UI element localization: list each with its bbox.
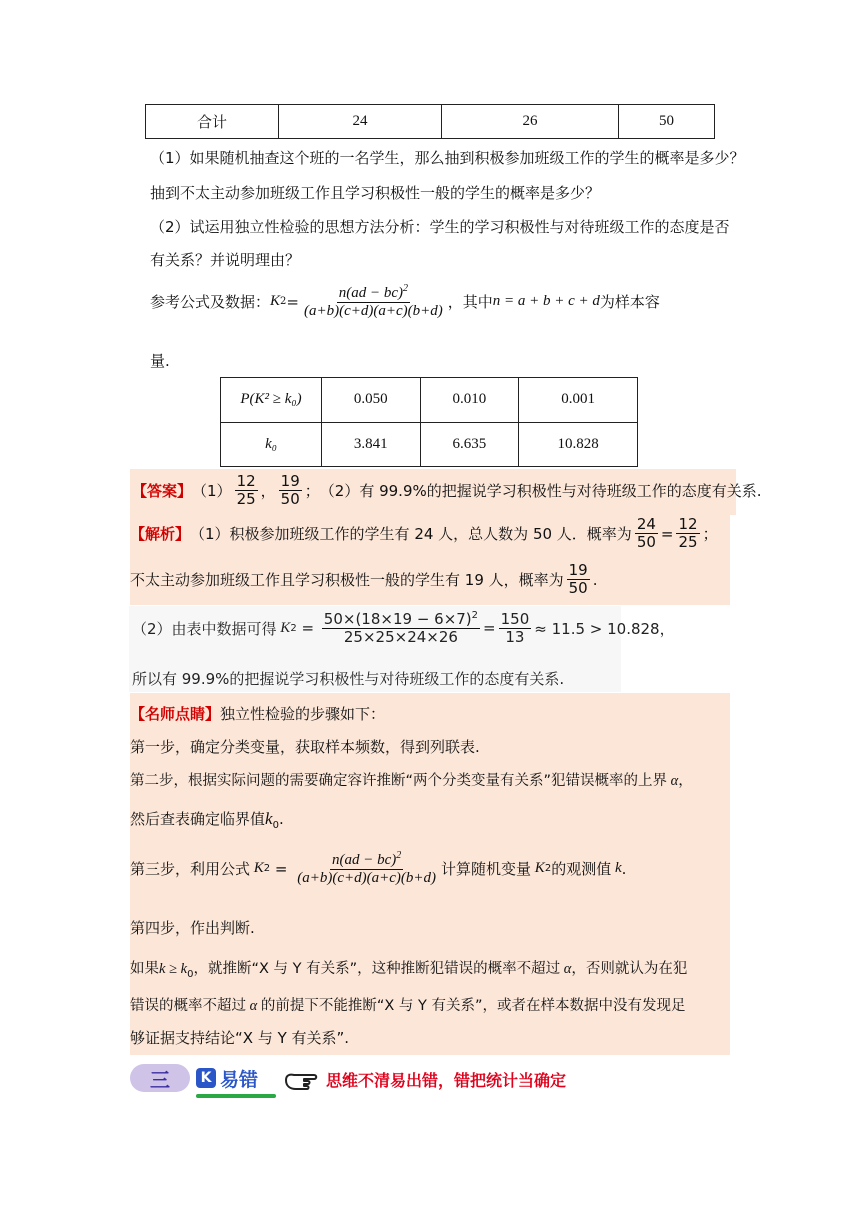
- critical-value-cell: 3.841: [322, 422, 421, 467]
- analysis-fraction-c: $\frac{19}{50}$: [568, 561, 588, 598]
- probability-cell: 0.001: [519, 378, 638, 423]
- reference-last-line: 量.: [150, 352, 170, 370]
- question-2-line-1: （2）试运用独立性检验的思想方法分析：学生的学习积极性与对待班级工作的态度是否: [150, 218, 730, 236]
- analysis-line-1: 【解析】 （1）积极参加班级工作的学生有 24 人，总人数为 50 人．概率为 $\frac{24}{50}$ = $\frac{12}{25}$ ；: [130, 515, 718, 552]
- answer-fraction-2: $\frac{19}{50}$: [280, 472, 300, 509]
- answer-label: 【答案】: [132, 482, 193, 501]
- analysis-line-2: 不太主动参加班级工作且学习积极性一般的学生有 19 人，概率为 $\frac{19}{50}$ .: [130, 561, 598, 598]
- question-1-line-1: （1）如果随机抽查这个班的一名学生，那么抽到积极参加班级工作的学生的概率是多少？: [150, 149, 745, 167]
- tips-judge-3: 够证据支持结论“X 与 Y 有关系”.: [130, 1029, 350, 1047]
- question-1-line-2: 抽到不太主动参加班级工作且学习积极性一般的学生的概率是多少？: [150, 184, 601, 202]
- reference-prefix: 参考公式及数据：: [150, 293, 271, 312]
- analysis-fraction-b: $\frac{12}{25}$: [678, 515, 698, 552]
- answer-separator: ；: [304, 482, 320, 501]
- analysis-text-2: 不太主动参加班级工作且学习积极性一般的学生有 19 人，概率为: [130, 571, 564, 590]
- probability-cell: 0.010: [420, 378, 519, 423]
- analysis-part2-result: ≈ 11.5 > 10.828，: [534, 619, 675, 638]
- analysis-part2-conclusion: 所以有 99.9%的把握说学习积极性与对待班级工作的态度有关系.: [132, 670, 565, 688]
- answer-fraction-1: $\frac{12}{25}$: [236, 472, 256, 509]
- tips-step-1: 第一步，确定分类变量，获取样本频数，得到列联表.: [130, 738, 480, 756]
- critical-value-table: [220, 377, 638, 467]
- totals-value: 24: [279, 105, 442, 139]
- k-letter: K: [200, 1070, 212, 1086]
- pointing-hand-icon: [284, 1066, 322, 1098]
- analysis-part2-prefix: （2）由表中数据可得: [132, 619, 277, 638]
- answer-line: 【答案】 （1） $\frac{12}{25}$ ， $\frac{19}{50}$ ； （2）有 99.9%的把握说学习积极性与对待班级工作的态度有关系.: [132, 472, 762, 509]
- section-title: 易错: [220, 1069, 259, 1091]
- reference-formula-line: 参考公式及数据： K 2 = $\frac{n(ad - bc)^2}{(a+b)(c+d)(a+c)(b+d)}$ ，其中 n = a + b + c + d 为样本容: [150, 283, 660, 320]
- tips-formula: $\frac{n(ad - bc)^2}{(a+b)(c+d)(a+c)(b+d)}$: [297, 850, 437, 887]
- formula-denominator: (a+b)(c+d)(a+c)(b+d): [303, 303, 443, 320]
- section-number-badge: [130, 1064, 190, 1092]
- k-logo: [196, 1068, 216, 1088]
- formula-numerator: n(ad − bc): [338, 285, 403, 301]
- tips-intro: 独立性检验的步骤如下：: [220, 705, 386, 723]
- critical-value-cell: 10.828: [519, 422, 638, 467]
- analysis-text-1: （1）积极参加班级工作的学生有 24 人，总人数为 50 人．概率为: [190, 525, 632, 544]
- probability-cell: 0.050: [322, 378, 421, 423]
- tips-step-2b: 然后查表确定临界值$k_0$.: [130, 809, 284, 831]
- totals-label: 合计: [146, 105, 279, 139]
- critical-value-cell: 6.635: [420, 422, 519, 467]
- tips-judge-1: 如果$k \ge k_0$，就推断“X 与 Y 有关系”，这种推断犯错误的概率不超过 α，否则就认为在犯: [130, 961, 688, 980]
- reference-suffix: 为样本容: [599, 293, 660, 312]
- analysis-part2-line: （2）由表中数据可得 K 2 = $\frac{50\times(18\times 19 - 6\times 7)^2}{25\times 25\times 24\times 26}$ = $\frac{150}{13}$ ≈ 11.5 > 10.828，: [132, 609, 675, 647]
- reference-where: ，其中: [447, 293, 493, 312]
- answer-part1-prefix: （1）: [192, 482, 232, 501]
- tips-label: 【名师点睛】: [130, 705, 221, 723]
- analysis-fraction-a: $\frac{24}{50}$: [636, 515, 656, 552]
- totals-value: 26: [442, 105, 619, 139]
- n-definition: n = a + b + c + d: [492, 293, 600, 310]
- section-number: 三: [150, 1067, 170, 1092]
- analysis-label: 【解析】: [130, 525, 191, 544]
- question-2-line-2: 有关系？并说明理由？: [150, 251, 301, 269]
- tips-judge-2: 错误的概率不超过 α 的前提下不能推断“X 与 Y 有关系”，或者在样本数据中没有发现足: [130, 998, 686, 1014]
- probability-row-label: P(K² ≥ k₀): [221, 378, 322, 423]
- reference-formula: $\frac{n(ad - bc)^2}{(a+b)(c+d)(a+c)(b+d)}$: [303, 283, 443, 320]
- totals-value: 50: [619, 105, 715, 139]
- answer-part2: （2）有 99.9%的把握说学习积极性与对待班级工作的态度有关系.: [319, 482, 762, 501]
- analysis-part2-fraction: $\frac{50\times(18\times 19 - 6\times 7)^2}{25\times 25\times 24\times 26}$: [323, 610, 479, 647]
- tips-step-3: 第三步，利用公式 K 2 = $\frac{n(ad - bc)^2}{(a+b)(c+d)(a+c)(b+d)}$ 计算随机变量 K 2 的观测值 k .: [130, 850, 627, 887]
- section-underline: [196, 1094, 276, 1098]
- tips-step-4: 第四步，作出判断.: [130, 919, 255, 937]
- tips-heading: [130, 703, 385, 724]
- critical-row-label: k₀: [221, 422, 322, 467]
- section-subtitle: 思维不清易出错，错把统计当确定: [326, 1071, 567, 1090]
- tips-step-2a: 第二步，根据实际问题的需要确定容许推断“两个分类变量有关系”犯错误概率的上界 α，: [130, 773, 693, 789]
- totals-table: [145, 104, 715, 139]
- analysis-part2-result-fraction: $\frac{150}{13}$: [500, 609, 530, 646]
